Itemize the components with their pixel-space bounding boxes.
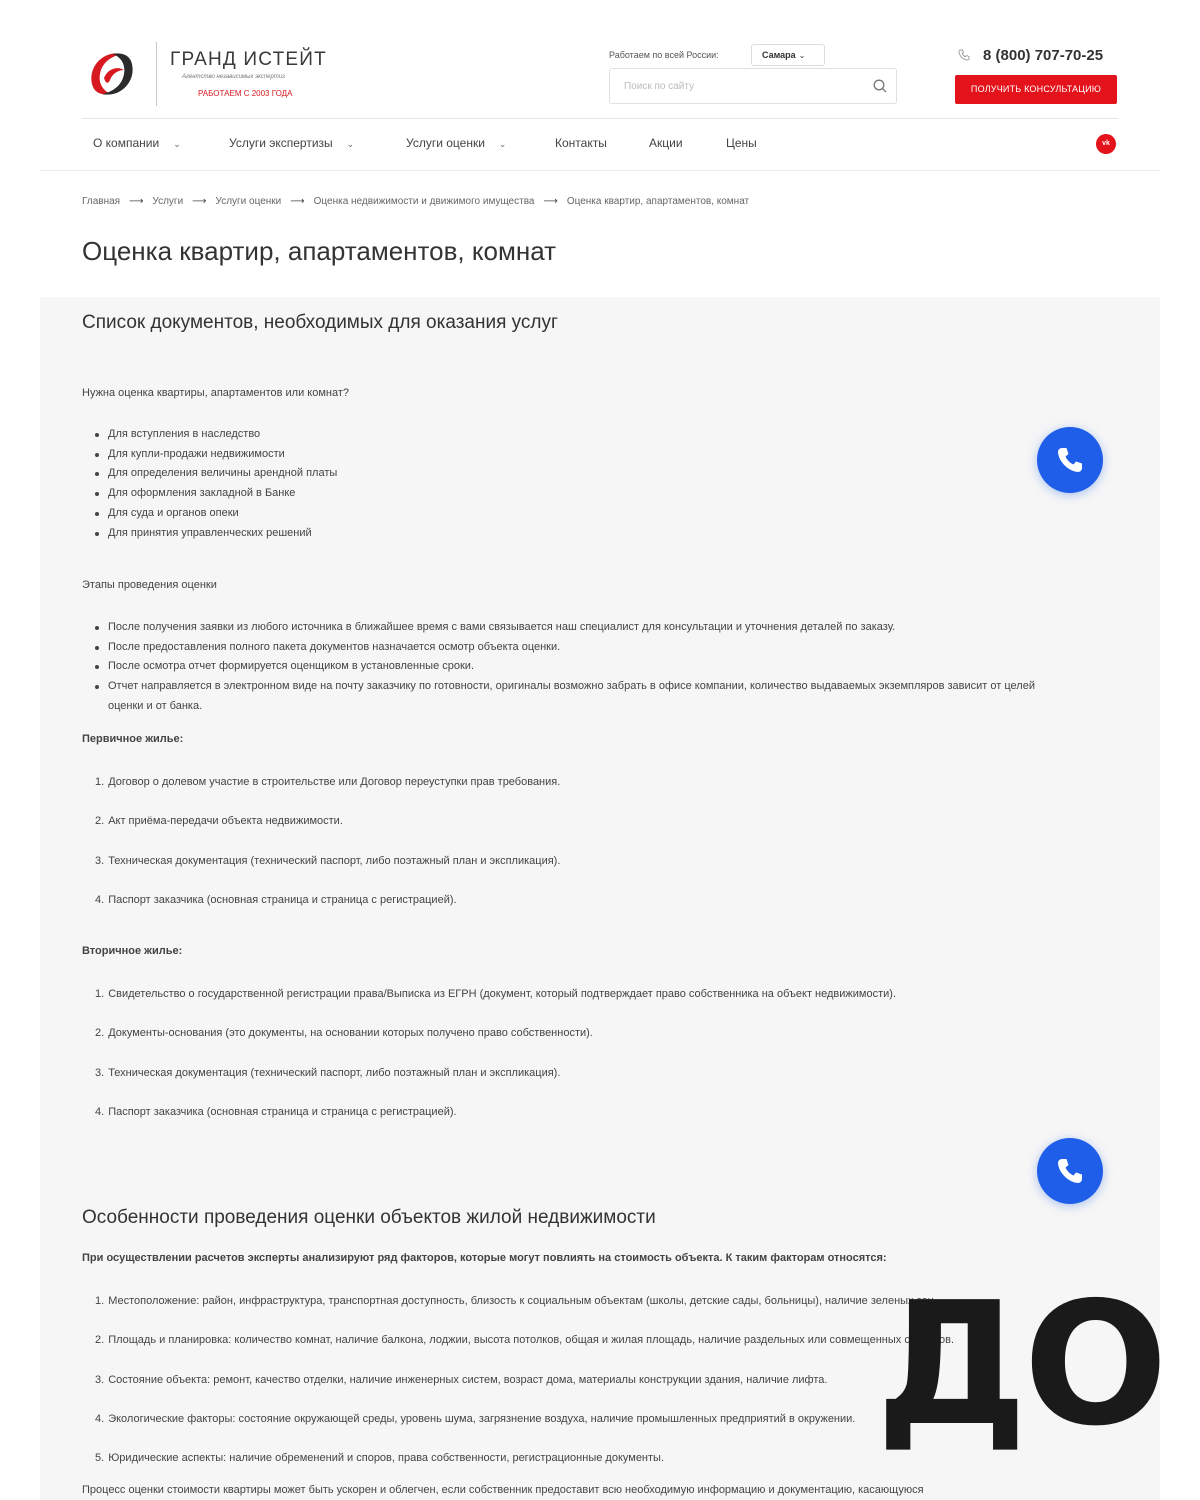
before-watermark: ДО	[876, 1266, 1164, 1464]
list-item-text: Местоположение: район, инфраструктура, транспортная доступность, близость к социальным объектам (школы, детские сады, больницы), наличие зеленых зон.	[108, 1295, 937, 1307]
search-box[interactable]	[609, 68, 897, 104]
list-item: Для оформления закладной в Банке	[94, 484, 337, 504]
primary-housing-title: Первичное жилье:	[82, 733, 184, 745]
list-item: 3. Техническая документация (технический паспорт, либо поэтажный план и экспликация).	[95, 1066, 561, 1079]
nav-item-label: О компании	[93, 136, 160, 150]
breadcrumb-item[interactable]: Услуги оценки	[215, 196, 282, 207]
logo-since-text: РАБОТАЕМ С 2003 ГОДА	[198, 89, 293, 98]
list-item-text: Паспорт заказчика (основная страница и страница с регистрацией).	[108, 1105, 457, 1118]
nav-item-prices[interactable]	[726, 136, 757, 150]
breadcrumb	[82, 196, 749, 207]
site-header	[82, 40, 1118, 118]
documents-heading: Список документов, необходимых для оказания услуг	[82, 312, 558, 333]
list-item: Для вступления в наследство	[94, 425, 337, 445]
features-closing: Процесс оценки стоимости квартиры может быть ускорен и облегчен, если собственник предоставит всю необходимую информацию и документацию, касающуюся	[82, 1484, 924, 1496]
nav-item-label: Акции	[649, 136, 683, 150]
list-item: 3. Состояние объекта: ремонт, качество отделки, наличие инженерных систем, возраст дома, материалы конструкции здания, наличие лифта.	[95, 1373, 828, 1386]
chevron-down-icon: ⌄	[346, 139, 355, 149]
list-item-text: Паспорт заказчика (основная страница и страница с регистрацией).	[108, 893, 457, 906]
secondary-docs-list	[95, 987, 896, 1144]
logo-divider	[156, 42, 157, 106]
list-item: После получения заявки из любого источника в ближайшее время с вами связывается наш специалист для консультации и уточнения деталей по заказу.	[94, 618, 1069, 638]
arrow-right-icon: ⟶	[192, 196, 207, 207]
nav-divider	[40, 170, 1160, 171]
callback-button[interactable]	[1037, 1138, 1103, 1204]
region-label: Работаем по всей России:	[609, 50, 719, 60]
chevron-down-icon: ⌄	[498, 139, 507, 149]
header-divider	[82, 118, 1118, 119]
valuation-question: Нужна оценка квартиры, апартаментов или комнат?	[82, 387, 350, 399]
nav-item-label: Услуги экспертизы	[229, 136, 333, 150]
phone-icon	[1054, 1155, 1086, 1187]
page-title: Оценка квартир, апартаментов, комнат	[82, 236, 557, 266]
breadcrumb-item[interactable]: Главная	[82, 196, 121, 207]
city-select[interactable]	[751, 44, 825, 66]
list-item: 4. Паспорт заказчика (основная страница и страница с регистрацией).	[95, 1105, 457, 1118]
list-item: Для купли-продажи недвижимости	[94, 445, 337, 465]
nav-item-label: Цены	[726, 136, 757, 150]
list-item: 5. Юридические аспекты: наличие обременений и споров, права собственности, регистрационные документы.	[95, 1452, 665, 1465]
list-item-text: Юридические аспекты: наличие обременений и споров, права собственности, регистрационные документы.	[108, 1452, 665, 1465]
list-item-text: Акт приёма-передачи объекта недвижимости.	[108, 815, 343, 828]
arrow-right-icon: ⟶	[129, 196, 144, 207]
features-heading: Особенности проведения оценки объектов жилой недвижимости	[82, 1207, 656, 1228]
callback-button[interactable]	[1037, 427, 1103, 493]
chevron-down-icon: ⌄	[173, 139, 181, 149]
phone-icon	[1054, 444, 1086, 476]
nav-item-expertise[interactable]	[229, 136, 354, 150]
arrow-right-icon: ⟶	[543, 196, 558, 207]
nav-item-about[interactable]	[93, 136, 181, 150]
stages-list	[94, 618, 1069, 717]
purposes-list	[94, 425, 337, 543]
vk-icon[interactable]: vk	[1096, 134, 1116, 154]
list-item: 1. Договор о долевом участие в строительстве или Договор переуступки прав требования.	[95, 776, 561, 788]
company-logo-icon[interactable]	[82, 44, 142, 104]
list-item-text: Техническая документация (технический паспорт, либо поэтажный план и экспликация).	[108, 1066, 561, 1079]
list-item: 2. Площадь и планировка: количество комнат, наличие балкона, лоджии, высота потолков, общая и жилая площадь, наличие раздельных или совмещенных санузлов.	[95, 1334, 954, 1347]
search-input[interactable]	[610, 69, 850, 103]
list-item-text: Состояние объекта: ремонт, качество отделки, наличие инженерных систем, возраст дома, материалы конструкции здания, наличие лифта.	[108, 1373, 828, 1386]
list-item: 3. Техническая документация (технический паспорт, либо поэтажный план и экспликация).	[95, 854, 561, 867]
list-item: После предоставления полного пакета документов назначается осмотр объекта оценки.	[94, 638, 1069, 658]
list-item: Для определения величины арендной платы	[94, 464, 337, 484]
nav-item-label: Услуги оценки	[406, 136, 485, 150]
list-item: 2. Акт приёма-передачи объекта недвижимости.	[95, 815, 343, 828]
phone-icon	[958, 49, 970, 61]
breadcrumb-current: Оценка квартир, апартаментов, комнат	[566, 196, 750, 207]
nav-item-label: Контакты	[555, 136, 607, 150]
features-intro: При осуществлении расчетов эксперты анализируют ряд факторов, которые могут повлиять на стоимость объекта. К таким факторам относятся:	[82, 1252, 887, 1264]
get-consultation-button[interactable]: ПОЛУЧИТЬ КОНСУЛЬТАЦИЮ	[955, 75, 1117, 104]
nav-item-promotions[interactable]	[649, 136, 683, 150]
phone-number-link[interactable]: 8 (800) 707-70-25	[983, 47, 1104, 64]
primary-docs-list	[95, 775, 560, 932]
list-item-text: Свидетельство о государственной регистрации права/Выписка из ЕГРН (документ, который подтверждает право собственника на объект недвижимости).	[108, 988, 896, 1000]
list-item-text: Площадь и планировка: количество комнат, наличие балкона, лоджии, высота потолков, общая и жилая площадь, наличие раздельных или совмещенных санузлов.	[108, 1334, 954, 1347]
logo-subtitle: Агентство независимых экспертиз	[182, 74, 285, 80]
list-item: 4. Экологические факторы: состояние окружающей среды, уровень шума, загрязнение воздуха, наличие промышленных предприятий в окружении.	[95, 1412, 856, 1425]
list-item: 1. Свидетельство о государственной регистрации права/Выписка из ЕГРН (документ, который подтверждает право собственника на объект недвижимости).	[95, 988, 896, 1000]
list-item: 4. Паспорт заказчика (основная страница и страница с регистрацией).	[95, 893, 457, 906]
nav-item-valuation[interactable]	[406, 136, 506, 150]
list-item: Для принятия управленческих решений	[94, 524, 337, 544]
list-item: Для суда и органов опеки	[94, 504, 337, 524]
arrow-right-icon: ⟶	[290, 196, 305, 207]
city-select-value: Самара	[762, 50, 796, 60]
list-item: 1. Местоположение: район, инфраструктура, транспортная доступность, близость к социальным объектам (школы, детские сады, больницы), наличие зеленых зон.	[95, 1295, 937, 1307]
list-item: 2. Документы-основания (это документы, на основании которых получено право собственности).	[95, 1027, 593, 1040]
list-item-text: Экологические факторы: состояние окружающей среды, уровень шума, загрязнение воздуха, наличие промышленных предприятий в окружении.	[108, 1412, 856, 1425]
breadcrumb-item[interactable]: Услуги	[152, 196, 184, 207]
search-icon[interactable]	[872, 78, 888, 94]
secondary-housing-title: Вторичное жилье:	[82, 945, 183, 957]
breadcrumb-item[interactable]: Оценка недвижимости и движимого имущества	[313, 196, 535, 207]
nav-item-contacts[interactable]	[555, 136, 607, 150]
factors-list	[95, 1294, 954, 1490]
list-item-text: Документы-основания (это документы, на основании которых получено право собственности).	[108, 1027, 593, 1040]
logo-title[interactable]: ГРАНД ИСТЕЙТ	[170, 49, 327, 70]
list-item-text: Договор о долевом участие в строительстве или Договор переуступки прав требования.	[108, 776, 561, 788]
stages-title: Этапы проведения оценки	[82, 579, 217, 591]
list-item: После осмотра отчет формируется оценщиком в установленные сроки.	[94, 657, 1069, 677]
list-item-text: Техническая документация (технический паспорт, либо поэтажный план и экспликация).	[108, 854, 561, 867]
main-nav	[82, 133, 1118, 155]
chevron-down-icon: ⌄	[798, 51, 806, 60]
list-item: Отчет направляется в электронном виде на почту заказчику по готовности, оригиналы возможно забрать в офисе компании, количество выдаваемых экземпляров зависит от целей оценки и от банка.	[94, 677, 1069, 716]
